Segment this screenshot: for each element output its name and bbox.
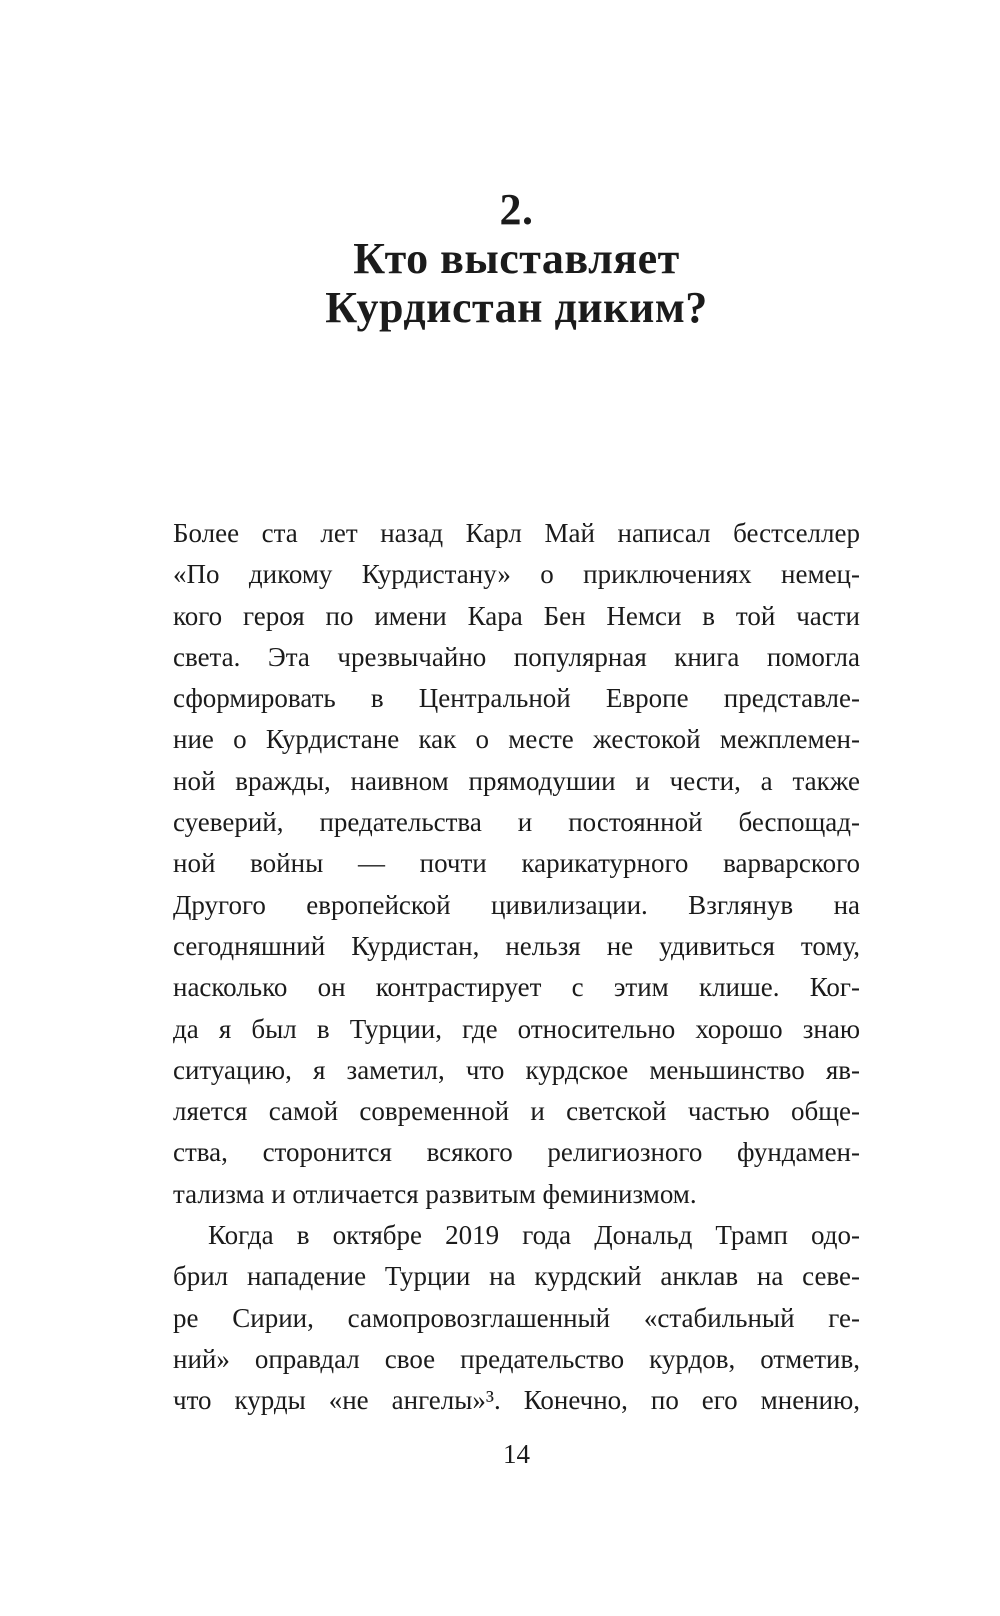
text-line: сформировать в Центральной Европе представле- [173, 683, 860, 714]
text-line: сегодняшний Курдистан, нельзя не удивиться тому, [173, 930, 860, 961]
chapter-title-line: Кто выставляет [353, 234, 680, 283]
text-line: да я был в Турции, где относительно хорошо знаю [173, 1013, 860, 1044]
text-line: Другого европейской цивилизации. Взглянув на [173, 889, 860, 920]
text-line: брил нападение Турции на курдский анклав на севе- [173, 1261, 860, 1292]
text-line-paragraph-start: Когда в октябре 2019 года Дональд Трамп одо- [208, 1220, 860, 1251]
text-line: ний» оправдал свое предательство курдов, отметив, [173, 1343, 860, 1374]
text-line: света. Эта чрезвычайно популярная книга помогла [173, 641, 860, 672]
text-line: суеверий, предательства и постоянной беспощад- [173, 807, 860, 838]
text-line: насколько он контрастирует с этим клише. Ког- [173, 972, 860, 1003]
text-line: ной вражды, наивном прямодушии и чести, а также [173, 765, 860, 796]
text-line: ляется самой современной и светской частью обще- [173, 1096, 860, 1127]
page-number: 14 [503, 1439, 530, 1469]
text-line: ной войны — почти карикатурного варварского [173, 848, 860, 879]
chapter-heading [173, 185, 860, 332]
text-line: ре Сирии, самопровозглашенный «стабильный ге- [173, 1302, 860, 1333]
text-line: «По дикому Курдистану» о приключениях немец- [173, 559, 860, 590]
text-line-paragraph-end: тализма и отличается развитым феминизмом. [173, 1178, 697, 1209]
chapter-title-line: Курдистан диким? [325, 283, 708, 332]
body-text [173, 513, 860, 1422]
text-line: ситуацию, я заметил, что курдское меньшинство яв- [173, 1054, 860, 1085]
text-line: ние о Курдистане как о месте жестокой межплемен- [173, 724, 860, 755]
text-line: ства, сторонится всякого религиозного фундамен- [173, 1137, 860, 1168]
text-line: кого героя по имени Кара Бен Немси в той части [173, 600, 860, 631]
chapter-number: 2. [499, 185, 534, 234]
text-line: Более ста лет назад Карл Май написал бестселлер [173, 518, 860, 548]
text-line: что курды «не ангелы»³. Конечно, по его мнению, [173, 1385, 860, 1416]
